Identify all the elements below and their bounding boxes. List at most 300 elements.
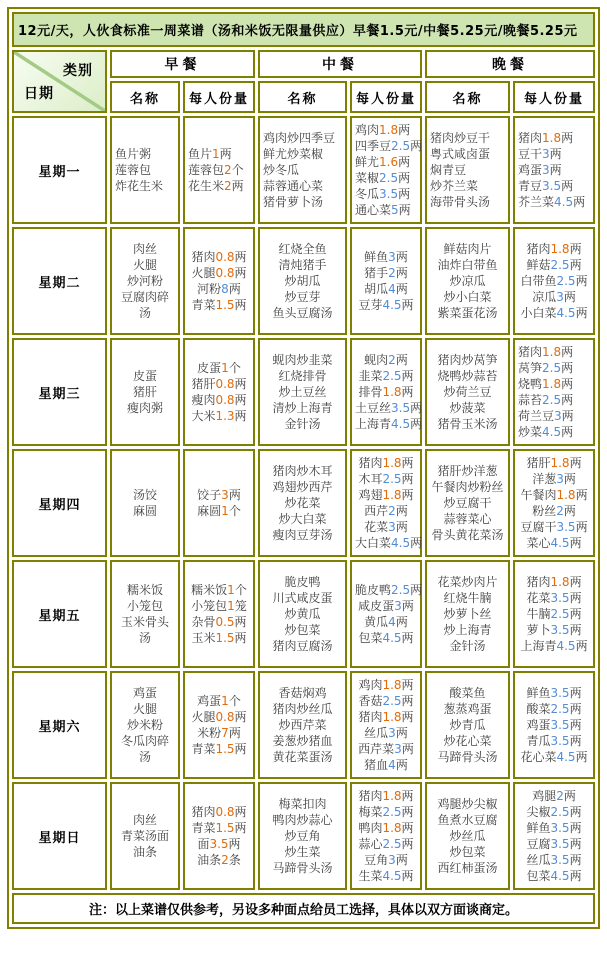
portion-number: 2.5 (382, 369, 402, 383)
header-dinner-name: 名称 (425, 81, 510, 113)
dish-cell (425, 782, 510, 890)
portion-number: 2.5 (382, 805, 402, 819)
portion-line: 咸皮蛋3两 (358, 599, 414, 613)
dish-line: 炒包菜 (449, 845, 486, 859)
portion-number: 4.5 (391, 536, 411, 550)
dish-line: 糯米饭 (126, 583, 163, 597)
portion-number: 2.5 (550, 607, 570, 621)
portion-number: 2 (388, 353, 396, 367)
dish-cell (110, 560, 180, 668)
portion-cell (183, 671, 255, 779)
portion-line: 豆腐干3.5两 (520, 520, 588, 534)
portion-number: 3.5 (550, 853, 570, 867)
portion-number: 2 (556, 504, 564, 518)
portion-number: 3.5 (550, 837, 570, 851)
portion-line: 凉瓜3两 (532, 290, 576, 304)
portion-line: 猪肉1.8两 (358, 710, 414, 724)
portion-line: 鲜鱼3两 (364, 250, 408, 264)
header-dinner: 晚餐 (425, 50, 595, 78)
portion-number: 0.8 (215, 377, 235, 391)
portion-number: 3 (556, 290, 564, 304)
dish-line: 炒西芹菜 (278, 718, 327, 732)
portion-line: 丝瓜3两 (364, 726, 408, 740)
portion-number: 2 (224, 179, 232, 193)
dish-line: 鸡蛋 (132, 686, 157, 700)
portion-number: 2 (388, 504, 396, 518)
portion-line: 糯米饭1个 (191, 583, 247, 597)
dish-line: 莲蓉包 (115, 163, 152, 177)
dish-line: 猪骨萝卜汤 (263, 195, 324, 209)
dish-line: 炒豆芽 (284, 290, 321, 304)
portion-number: 2.5 (550, 258, 570, 272)
portion-line: 鸭肉1.8两 (358, 821, 414, 835)
dish-cell (110, 449, 180, 557)
dish-line: 肉丝 (132, 813, 157, 827)
dish-line: 鱼片粥 (115, 147, 152, 161)
day-label: 星期一 (12, 116, 107, 224)
dish-line: 炒包菜 (284, 623, 321, 637)
dish-line: 麻圆 (132, 504, 157, 518)
portion-line: 炒菜4.5两 (518, 425, 574, 439)
portion-number: 1.5 (215, 631, 235, 645)
portion-line: 油条2条 (197, 853, 241, 867)
portion-number: 4.5 (556, 639, 576, 653)
portion-number: 1 (227, 599, 235, 613)
dish-line: 鸡肉炒四季豆 (263, 131, 336, 145)
dish-cell (425, 671, 510, 779)
portion-line: 梅菜2.5两 (358, 805, 414, 819)
portion-number: 1.8 (379, 123, 399, 137)
portion-line: 大白菜4.5两 (355, 536, 423, 550)
dish-line: 炒豆角 (284, 829, 321, 843)
portion-cell (183, 560, 255, 668)
header-lunch-portion: 每人份量 (350, 81, 422, 113)
portion-line: 麻圆1个 (197, 504, 241, 518)
day-label: 星期二 (12, 227, 107, 335)
dish-cell (425, 116, 510, 224)
dish-line: 海带骨头汤 (430, 195, 491, 209)
portion-line: 豆腐3.5两 (526, 837, 582, 851)
dish-line: 鱼煮水豆腐 (437, 813, 498, 827)
portion-number: 3.5 (550, 821, 570, 835)
dish-line: 汤饺 (132, 488, 157, 502)
portion-line: 鸡肉1.8两 (355, 123, 411, 137)
portion-line: 包菜4.5两 (358, 631, 414, 645)
portion-number: 3.5 (542, 179, 562, 193)
portion-number: 2.5 (379, 171, 399, 185)
portion-number: 1.8 (382, 821, 402, 835)
menu-row (12, 338, 595, 446)
portion-line: 午餐肉1.8两 (520, 488, 588, 502)
portion-line: 鲜鱼3.5两 (526, 686, 582, 700)
portion-line: 猪肉1.8两 (518, 345, 574, 359)
dish-line: 黄花菜蛋汤 (272, 750, 333, 764)
dish-line: 猪肝炒洋葱 (437, 464, 498, 478)
portion-line: 青豆3.5两 (518, 179, 574, 193)
portion-number: 1 (221, 504, 229, 518)
dish-line: 清炒上海青 (272, 401, 333, 415)
portion-line: 饺子3两 (197, 488, 241, 502)
dish-line: 紫菜蛋花汤 (437, 306, 498, 320)
menu-table (7, 7, 600, 929)
dish-line: 猪肉炒木耳 (272, 464, 333, 478)
portion-line: 鸡翅1.8两 (358, 488, 414, 502)
portion-line: 洋葱3两 (532, 472, 576, 486)
dish-cell (110, 338, 180, 446)
portion-number: 4.5 (550, 869, 570, 883)
portion-number: 4.5 (382, 631, 402, 645)
portion-number: 3.5 (550, 734, 570, 748)
dish-line: 鸡腿炒尖椒 (437, 797, 498, 811)
dish-line: 猪骨玉米汤 (437, 417, 498, 431)
dish-line: 鱼头豆腐汤 (272, 306, 333, 320)
day-label: 星期六 (12, 671, 107, 779)
portion-number: 2 (556, 789, 564, 803)
portion-cell (350, 338, 422, 446)
dish-line: 炒小白菜 (443, 290, 492, 304)
portion-line: 花菜3.5两 (526, 591, 582, 605)
portion-line: 鸡腿2两 (532, 789, 576, 803)
dish-line: 猪肉炒莴笋 (437, 353, 498, 367)
portion-number: 4.5 (556, 750, 576, 764)
dish-cell (110, 671, 180, 779)
portion-line: 莲蓉包2个 (188, 163, 244, 177)
portion-line: 猪肉1.8两 (518, 131, 574, 145)
dish-line: 焖青豆 (430, 163, 467, 177)
portion-line: 荷兰豆3两 (518, 409, 574, 423)
dish-line: 粤式咸卤蛋 (430, 147, 491, 161)
portion-cell (350, 116, 422, 224)
portion-cell (350, 449, 422, 557)
note-row (12, 893, 595, 924)
portion-number: 5 (391, 203, 399, 217)
portion-line: 鲜尤1.6两 (355, 155, 411, 169)
dish-cell (425, 560, 510, 668)
dish-line: 鸭肉炒蒜心 (272, 813, 333, 827)
portion-line: 河粉8两 (197, 282, 241, 296)
menu-row (12, 116, 595, 224)
portion-line: 猪肉1.8两 (358, 456, 414, 470)
dish-line: 炒黄瓜 (284, 607, 321, 621)
dish-line: 炒菠菜 (449, 401, 486, 415)
portion-number: 3 (388, 853, 396, 867)
dish-line: 炒生菜 (284, 845, 321, 859)
day-label: 星期五 (12, 560, 107, 668)
portion-number: 0.8 (215, 805, 235, 819)
portion-line: 牛腩2.5两 (526, 607, 582, 621)
dish-cell (258, 227, 347, 335)
day-label: 星期四 (12, 449, 107, 557)
portion-number: 2.5 (542, 393, 562, 407)
portion-number: 3 (554, 409, 562, 423)
portion-line: 杂骨0.5两 (191, 615, 247, 629)
portion-number: 1.8 (550, 456, 570, 470)
dish-line: 鲜尤炒菜椒 (263, 147, 324, 161)
dish-line: 肉丝 (132, 242, 157, 256)
portion-line: 猪血4两 (364, 758, 408, 772)
portion-line: 鱼片1两 (188, 147, 232, 161)
corner-label-category: 类别 (63, 63, 93, 79)
portion-line: 白带鱼2.5两 (520, 274, 588, 288)
dish-line: 清炖猪手 (278, 258, 327, 272)
portion-line: 猪肉1.8两 (526, 575, 582, 589)
dish-line: 炒豆腐干 (443, 496, 492, 510)
portion-number: 2 (221, 853, 229, 867)
dish-line: 冬瓜肉碎 (120, 734, 169, 748)
dish-cell (258, 338, 347, 446)
dish-cell (110, 227, 180, 335)
portion-number: 2.5 (556, 274, 576, 288)
portion-line: 酸菜2.5两 (526, 702, 582, 716)
dish-line: 油条 (132, 845, 157, 859)
portion-number: 0.5 (215, 615, 235, 629)
dish-line: 鲜菇肉片 (443, 242, 492, 256)
portion-line: 香菇2.5两 (358, 694, 414, 708)
portion-line: 青菜1.5两 (191, 298, 247, 312)
portion-cell (183, 782, 255, 890)
dish-cell (425, 227, 510, 335)
dish-line: 猪肉豆腐汤 (272, 639, 333, 653)
dish-line: 炸花生米 (115, 179, 164, 193)
portion-line: 土豆丝3.5两 (355, 401, 423, 415)
portion-number: 3.5 (391, 401, 411, 415)
portion-cell (350, 227, 422, 335)
dish-line: 汤 (138, 306, 151, 320)
portion-line: 莴笋2.5两 (518, 361, 574, 375)
dish-line: 金针汤 (284, 417, 321, 431)
portion-number: 3.5 (556, 520, 576, 534)
dish-line: 猪肉炒豆干 (430, 131, 491, 145)
portion-number: 7 (221, 726, 229, 740)
portion-number: 1.8 (382, 385, 402, 399)
portion-number: 2.5 (382, 472, 402, 486)
dish-line: 猪肉炒丝瓜 (272, 702, 333, 716)
portion-line: 黄瓜4两 (364, 615, 408, 629)
dish-line: 炒土豆丝 (278, 385, 327, 399)
header-breakfast: 早餐 (110, 50, 255, 78)
dish-line: 炒荷兰豆 (443, 385, 492, 399)
dish-line: 骨头黄花菜汤 (431, 528, 504, 542)
portion-number: 2.5 (550, 702, 570, 716)
portion-number: 1.8 (382, 789, 402, 803)
portion-number: 4 (388, 615, 396, 629)
portion-number: 3.5 (550, 591, 570, 605)
dish-cell (425, 338, 510, 446)
menu-row (12, 782, 595, 890)
dish-cell (258, 671, 347, 779)
portion-line: 粉丝2两 (532, 504, 576, 518)
portion-line: 通心菜5两 (355, 203, 411, 217)
portion-line: 青瓜3.5两 (526, 734, 582, 748)
portion-cell (350, 671, 422, 779)
menu-row (12, 449, 595, 557)
portion-cell (513, 116, 595, 224)
portion-number: 0.8 (215, 710, 235, 724)
portion-cell (183, 116, 255, 224)
portion-line: 花心菜4.5两 (520, 750, 588, 764)
dish-line: 汤 (138, 631, 151, 645)
portion-number: 1.8 (542, 131, 562, 145)
dish-line: 蒜蓉菜心 (443, 512, 492, 526)
portion-number: 1.8 (382, 710, 402, 724)
dish-line: 马蹄骨头汤 (272, 861, 333, 875)
portion-line: 蒜苔2.5两 (518, 393, 574, 407)
portion-number: 1 (212, 147, 220, 161)
portion-cell (513, 671, 595, 779)
portion-number: 3 (221, 488, 229, 502)
dish-line: 川式咸皮蛋 (272, 591, 333, 605)
portion-line: 韭菜2.5两 (358, 369, 414, 383)
corner-label-date: 日期 (24, 86, 54, 102)
portion-number: 3.5 (550, 623, 570, 637)
portion-line: 尖椒2.5两 (526, 805, 582, 819)
portion-number: 1.8 (542, 377, 562, 391)
dish-line: 炒河粉 (126, 274, 163, 288)
portion-line: 玉米1.5两 (191, 631, 247, 645)
portion-number: 3.5 (550, 686, 570, 700)
portion-number: 4.5 (382, 298, 402, 312)
dish-line: 炒大白菜 (278, 512, 327, 526)
dish-line: 烧鸭炒蒜苔 (437, 369, 498, 383)
portion-line: 生菜4.5两 (358, 869, 414, 883)
dish-line: 炒上海青 (443, 623, 492, 637)
portion-line: 胡瓜4两 (364, 282, 408, 296)
page-title: 12元/天，人伙食标准一周菜谱（汤和米饭无限量供应）早餐1.5元/中餐5.25元/晚餐5.25元 (12, 12, 595, 47)
dish-cell (258, 560, 347, 668)
portion-line: 火腿0.8两 (191, 266, 247, 280)
dish-line: 汤 (138, 750, 151, 764)
portion-number: 1.5 (215, 298, 235, 312)
portion-line: 豆芽4.5两 (358, 298, 414, 312)
portion-line: 猪肉0.8两 (191, 805, 247, 819)
portion-line: 四季豆2.5两 (355, 139, 423, 153)
dish-line: 蚬肉炒韭菜 (272, 353, 333, 367)
dish-line: 西红柿蛋汤 (437, 861, 498, 875)
dish-line: 炒米粉 (126, 718, 163, 732)
portion-cell (350, 782, 422, 890)
portion-line: 米粉7两 (197, 726, 241, 740)
dish-line: 脆皮鸭 (284, 575, 321, 589)
portion-cell (183, 227, 255, 335)
portion-number: 1.8 (382, 456, 402, 470)
dish-line: 豆腐肉碎 (120, 290, 169, 304)
portion-number: 1.5 (215, 821, 235, 835)
dish-cell (258, 782, 347, 890)
dish-line: 炒芥兰菜 (430, 179, 479, 193)
portion-number: 1.8 (542, 345, 562, 359)
portion-number: 2.5 (391, 139, 411, 153)
portion-line: 鸡蛋3.5两 (526, 718, 582, 732)
portion-number: 4.5 (556, 306, 576, 320)
portion-cell (513, 449, 595, 557)
portion-number: 3 (388, 250, 396, 264)
portion-line: 豆干3两 (518, 147, 562, 161)
dish-line: 炒青瓜 (449, 718, 486, 732)
menu-body (12, 116, 595, 890)
dish-line: 炒胡瓜 (284, 274, 321, 288)
dish-line: 鸡翅炒西芹 (272, 480, 333, 494)
portion-number: 4 (388, 282, 396, 296)
portion-line: 上海青4.5两 (520, 639, 588, 653)
portion-line: 菜椒2.5两 (355, 171, 411, 185)
menu-row (12, 671, 595, 779)
portion-number: 1.8 (382, 678, 402, 692)
portion-line: 木耳2.5两 (358, 472, 414, 486)
dish-line: 梅菜扣肉 (278, 797, 327, 811)
dish-line: 瘦肉粥 (126, 401, 163, 415)
dish-line: 金针汤 (449, 639, 486, 653)
portion-number: 2.5 (382, 694, 402, 708)
dish-line: 猪肝 (132, 385, 157, 399)
portion-line: 青菜1.5两 (191, 821, 247, 835)
portion-line: 西芹2两 (364, 504, 408, 518)
dish-cell (110, 782, 180, 890)
portion-line: 鸡肉1.8两 (358, 678, 414, 692)
dish-line: 玉米骨头 (120, 615, 169, 629)
portion-number: 1.5 (215, 742, 235, 756)
portion-number: 3 (556, 472, 564, 486)
portion-cell (513, 227, 595, 335)
dish-line: 姜葱炒猪血 (272, 734, 333, 748)
dish-line: 酸菜鱼 (449, 686, 486, 700)
portion-line: 面3.5两 (197, 837, 241, 851)
portion-line: 猪肉1.8两 (526, 242, 582, 256)
portion-number: 0.8 (215, 266, 235, 280)
dish-line: 香菇焖鸡 (278, 686, 327, 700)
portion-cell (183, 338, 255, 446)
portion-line: 蒜心2.5两 (358, 837, 414, 851)
dish-line: 葱蒸鸡蛋 (443, 702, 492, 716)
portion-number: 2.5 (382, 837, 402, 851)
portion-cell (513, 782, 595, 890)
portion-line: 芥兰菜4.5两 (518, 195, 586, 209)
dish-line: 炒丝瓜 (449, 829, 486, 843)
portion-number: 3 (542, 163, 550, 177)
dish-cell (258, 449, 347, 557)
portion-number: 1.8 (382, 488, 402, 502)
dish-line: 炒凉瓜 (449, 274, 486, 288)
dish-line: 火腿 (132, 702, 157, 716)
dish-line: 蒜蓉通心菜 (263, 179, 324, 193)
portion-number: 8 (221, 282, 229, 296)
portion-number: 1.6 (379, 155, 399, 169)
portion-line: 蚬肉2两 (364, 353, 408, 367)
dish-line: 皮蛋 (132, 369, 157, 383)
portion-number: 3 (542, 147, 550, 161)
header-breakfast-name: 名称 (110, 81, 180, 113)
dish-line: 红烧牛腩 (443, 591, 492, 605)
day-label: 星期三 (12, 338, 107, 446)
portion-number: 0.8 (215, 393, 235, 407)
portion-number: 0.8 (215, 250, 235, 264)
dish-cell (258, 116, 347, 224)
portion-line: 烧鸭1.8两 (518, 377, 574, 391)
portion-number: 4.5 (550, 536, 570, 550)
portion-number: 2.5 (391, 583, 411, 597)
portion-line: 花生米2两 (188, 179, 244, 193)
dish-line: 炒萝卜丝 (443, 607, 492, 621)
note-text: 注：以上菜谱仅供参考，另设多种面点给员工选择，具体以双方面谈商定。 (12, 893, 595, 924)
dish-cell (110, 116, 180, 224)
portion-line: 鲜鱼3.5两 (526, 821, 582, 835)
portion-line: 青菜1.5两 (191, 742, 247, 756)
portion-number: 4.5 (391, 417, 411, 431)
header-lunch-name: 名称 (258, 81, 347, 113)
portion-line: 上海青4.5两 (355, 417, 423, 431)
portion-number: 2.5 (550, 805, 570, 819)
portion-number: 3 (394, 599, 402, 613)
portion-number: 1 (221, 361, 229, 375)
